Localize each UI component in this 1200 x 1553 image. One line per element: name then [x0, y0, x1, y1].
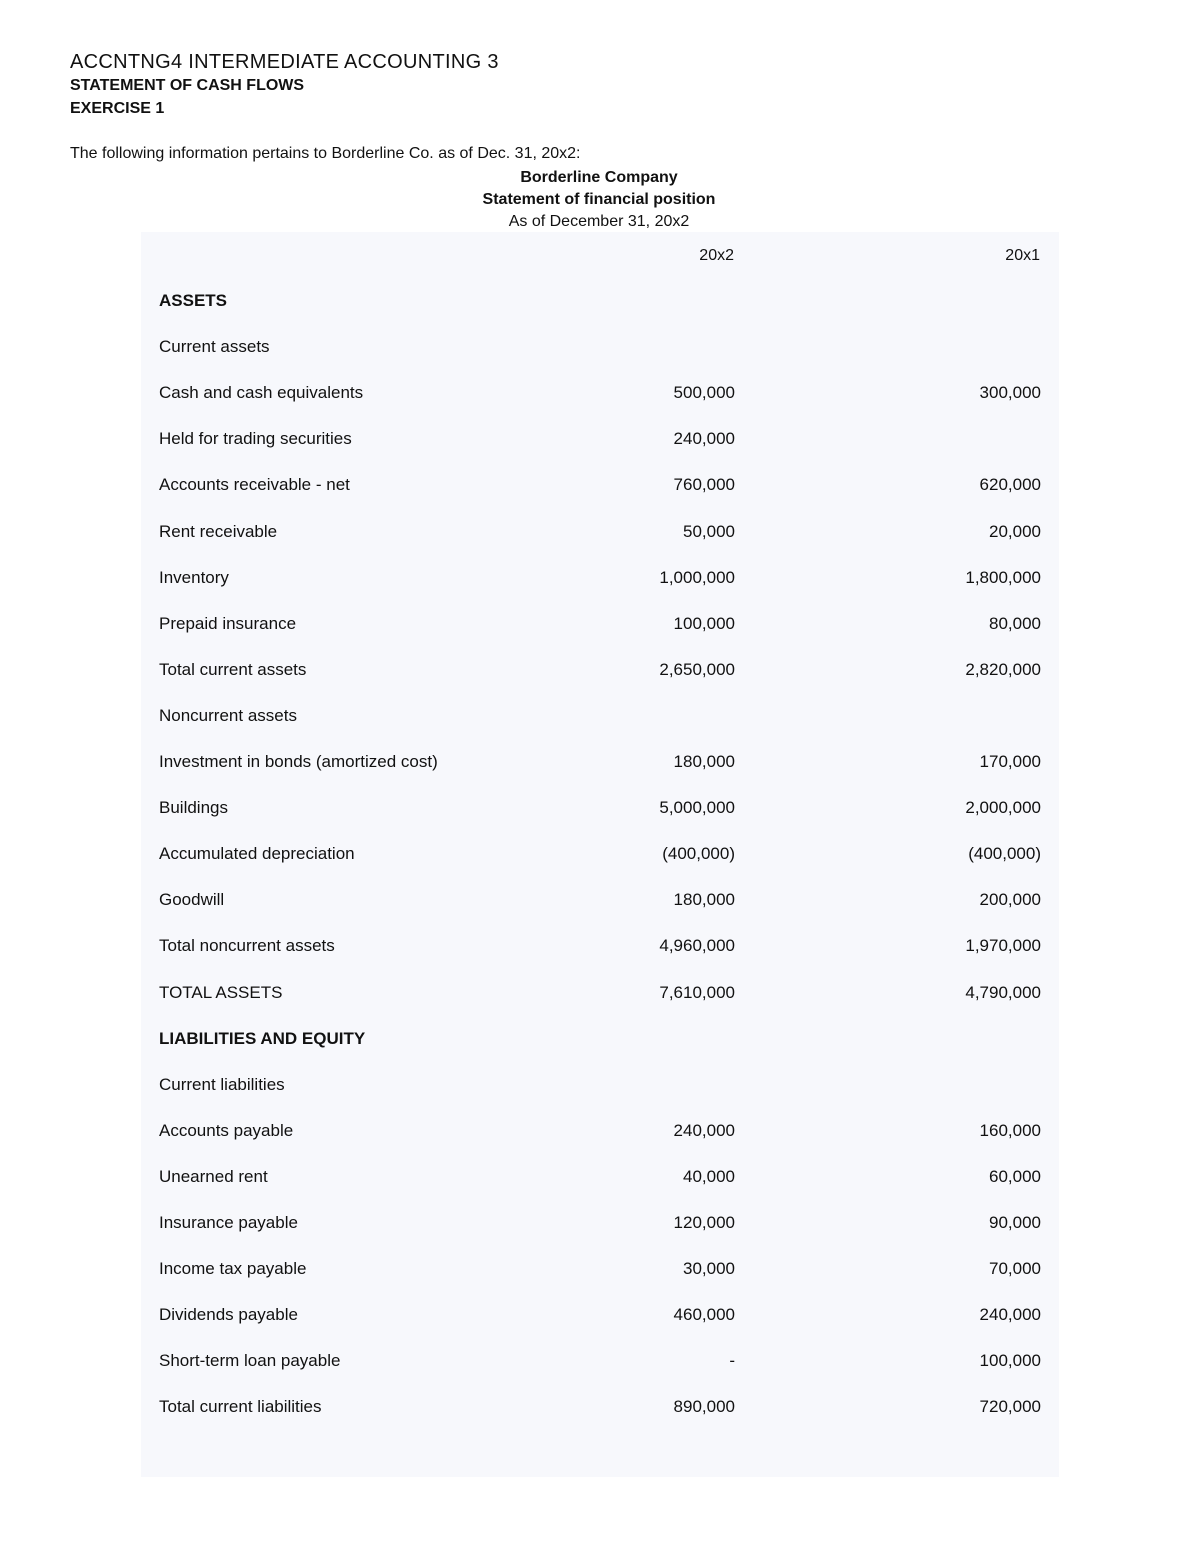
value-20x1: 1,800,000 — [965, 567, 1041, 587]
course-title: ACCNTNG4 INTERMEDIATE ACCOUNTING 3 — [70, 51, 499, 73]
value-20x2: 180,000 — [673, 890, 735, 910]
value-20x1: 620,000 — [979, 475, 1041, 495]
value-20x1: (400,000) — [968, 844, 1041, 864]
value-20x1: 60,000 — [989, 1166, 1041, 1186]
table-row — [141, 1119, 1059, 1143]
table-row — [141, 1303, 1059, 1327]
row-label: TOTAL ASSETS — [159, 982, 283, 1002]
row-label: Total current liabilities — [159, 1397, 322, 1417]
column-header-20x2: 20x2 — [699, 247, 734, 264]
value-20x1: 70,000 — [989, 1259, 1041, 1279]
row-label: Inventory — [159, 567, 229, 587]
table-row — [141, 1165, 1059, 1189]
value-20x2: 1,000,000 — [659, 567, 735, 587]
row-label: Goodwill — [159, 890, 225, 910]
row-label: Held for trading securities — [159, 429, 352, 449]
value-20x2: 240,000 — [673, 1120, 735, 1140]
row-label: Current liabilities — [159, 1074, 285, 1094]
statement-date: As of December 31, 20x2 — [508, 213, 690, 230]
row-label: Prepaid insurance — [159, 613, 297, 633]
table-row — [141, 981, 1059, 1005]
column-header-20x1: 20x1 — [1005, 247, 1040, 264]
row-label: Short-term loan payable — [159, 1351, 341, 1371]
value-20x2: 50,000 — [683, 521, 735, 541]
row-label: Accumulated depreciation — [159, 844, 355, 864]
table-row — [141, 289, 1059, 313]
value-20x2: 30,000 — [683, 1259, 735, 1279]
row-label: Total current assets — [159, 659, 307, 679]
value-20x2: 2,650,000 — [659, 659, 735, 679]
value-20x2: 180,000 — [673, 752, 735, 771]
document-header — [70, 50, 499, 120]
value-20x1: 160,000 — [979, 1120, 1041, 1140]
row-label: Accounts receivable - net — [159, 475, 350, 495]
value-20x2: 500,000 — [673, 383, 735, 403]
row-label: Income tax payable — [159, 1259, 307, 1279]
topic-title: STATEMENT OF CASH FLOWS — [70, 77, 305, 94]
table-row — [141, 381, 1059, 405]
company-name: Borderline Company — [520, 169, 678, 186]
value-20x2: 760,000 — [673, 475, 735, 495]
statement-title: Statement of financial position — [482, 191, 716, 208]
table-row — [141, 704, 1059, 728]
table-row — [141, 1257, 1059, 1281]
row-label: Insurance payable — [159, 1213, 298, 1232]
value-20x1: 240,000 — [979, 1305, 1041, 1325]
row-label: Buildings — [159, 798, 228, 818]
intro-text: The following information pertains to Borderline Co. as of Dec. 31, 20x2: — [70, 145, 581, 162]
value-20x1: 2,820,000 — [965, 659, 1041, 679]
value-20x1: 200,000 — [979, 890, 1041, 910]
section-heading: LIABILITIES AND EQUITY — [159, 1028, 366, 1048]
row-label: Accounts payable — [159, 1120, 294, 1140]
value-20x1: 1,970,000 — [965, 936, 1041, 956]
value-20x1: 300,000 — [979, 383, 1041, 403]
value-20x1: 100,000 — [979, 1351, 1041, 1371]
table-row — [141, 934, 1059, 958]
table-row — [141, 1349, 1059, 1373]
value-20x2: - — [729, 1351, 735, 1371]
table-row — [141, 842, 1059, 866]
row-label: Rent receivable — [159, 521, 278, 541]
table-row — [141, 750, 1059, 774]
value-20x1: 720,000 — [979, 1397, 1041, 1417]
value-20x2: 40,000 — [683, 1166, 735, 1186]
value-20x2: 240,000 — [673, 429, 735, 449]
value-20x1: 170,000 — [979, 752, 1041, 771]
row-label: Noncurrent assets — [159, 705, 297, 725]
row-label: Dividends payable — [159, 1305, 298, 1325]
row-label: Unearned rent — [159, 1166, 268, 1186]
value-20x2: 100,000 — [673, 613, 735, 633]
row-label: Investment in bonds (amortized cost) — [159, 752, 438, 771]
table-row — [141, 612, 1059, 636]
value-20x1: 4,790,000 — [965, 982, 1041, 1002]
value-20x2: (400,000) — [662, 844, 735, 864]
row-label: Current assets — [159, 337, 270, 357]
section-heading: ASSETS — [159, 291, 228, 310]
table-row — [141, 658, 1059, 682]
value-20x2: 120,000 — [673, 1213, 735, 1232]
value-20x2: 5,000,000 — [659, 798, 735, 818]
value-20x2: 4,960,000 — [659, 936, 735, 956]
table-row — [141, 1211, 1059, 1235]
row-label: Total noncurrent assets — [159, 936, 335, 956]
value-20x1: 90,000 — [989, 1213, 1041, 1232]
table-row — [141, 520, 1059, 544]
value-20x1: 80,000 — [989, 613, 1041, 633]
value-20x2: 460,000 — [673, 1305, 735, 1325]
value-20x1: 2,000,000 — [965, 798, 1041, 818]
table-row — [141, 888, 1059, 912]
table-row — [141, 796, 1059, 820]
table-row — [141, 566, 1059, 590]
table-row — [141, 427, 1059, 451]
value-20x2: 7,610,000 — [659, 982, 735, 1002]
table-row — [141, 335, 1059, 359]
statement-heading — [0, 167, 1200, 233]
table-row — [141, 1395, 1059, 1419]
exercise-title: EXERCISE 1 — [70, 100, 165, 117]
table-row — [141, 1027, 1059, 1051]
value-20x1: 20,000 — [989, 521, 1041, 541]
table-row — [141, 1073, 1059, 1097]
row-label: Cash and cash equivalents — [159, 383, 364, 403]
table-row — [141, 473, 1059, 497]
value-20x2: 890,000 — [673, 1397, 735, 1417]
